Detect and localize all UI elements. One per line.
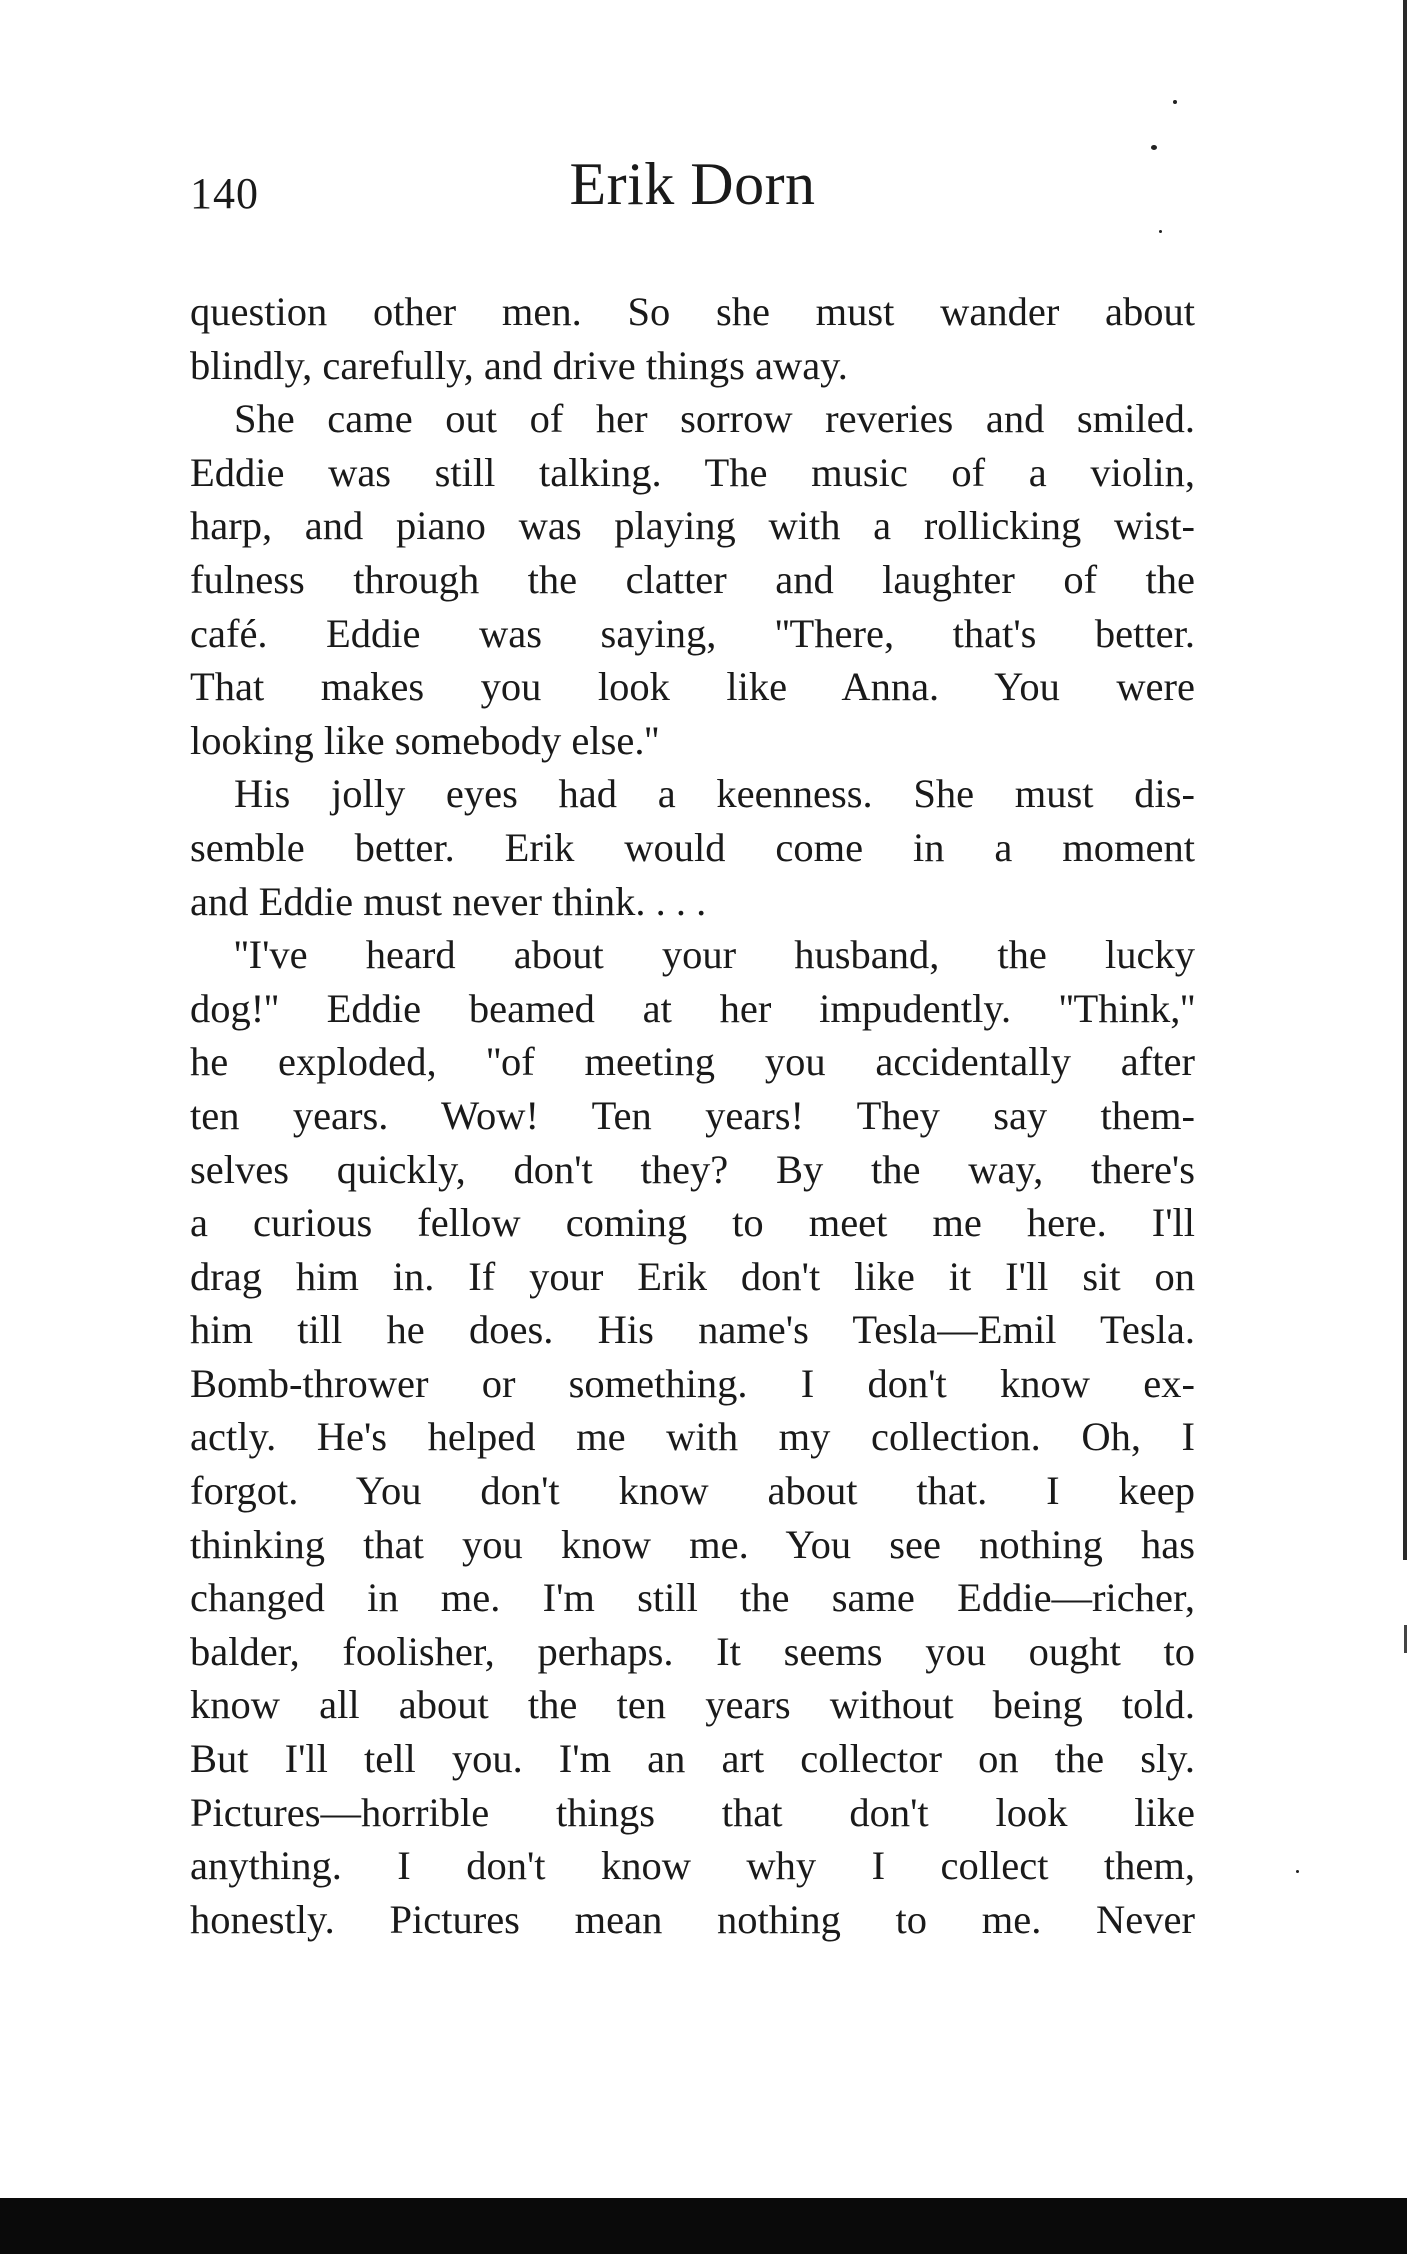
text-line: looking like somebody else.''	[190, 717, 660, 763]
text-line: anything. I don't know why I collect them,	[190, 1843, 1195, 1889]
scan-speck	[1296, 1870, 1299, 1873]
text-line: selves quickly, don't they? By the way, there's	[190, 1146, 1195, 1192]
text-line: actly. He's helped me with my collection. Oh, I	[190, 1414, 1195, 1460]
text-line: She came out of her sorrow reveries and smiled.	[234, 396, 1195, 442]
text-line: thinking that you know me. You see nothing has	[190, 1521, 1195, 1567]
scan-right-edge	[1403, 0, 1407, 1560]
scan-bottom-band	[0, 2198, 1407, 2254]
text-line: Bomb-thrower or something. I don't know ex-	[190, 1360, 1195, 1406]
text-line: he exploded, ''of meeting you accidentally after	[190, 1039, 1195, 1085]
text-line: café. Eddie was saying, ''There, that's better.	[190, 610, 1195, 656]
text-line: and Eddie must never think. . . .	[190, 878, 707, 924]
text-line: That makes you look like Anna. You were	[190, 664, 1195, 710]
text-line: him till he does. His name's Tesla—Emil Tesla.	[190, 1307, 1195, 1353]
text-line: harp, and piano was playing with a rollicking wist-	[190, 503, 1195, 549]
text-line: dog!'' Eddie beamed at her impudently. ''Think,''	[190, 985, 1195, 1031]
text-line: question other men. So she must wander about	[190, 289, 1195, 334]
text-line: drag him in. If your Erik don't like it I'll sit on	[190, 1253, 1195, 1299]
text-line: But I'll tell you. I'm an art collector on the sly.	[190, 1736, 1195, 1782]
text-line: His jolly eyes had a keenness. She must dis-	[234, 771, 1195, 817]
scan-speck	[1151, 145, 1157, 150]
running-head	[190, 150, 1195, 230]
text-line: Pictures—horrible things that don't look like	[190, 1789, 1195, 1835]
text-line: semble better. Erik would come in a moment	[190, 824, 1195, 870]
scan-speck	[1159, 230, 1162, 233]
book-title: Erik Dorn	[569, 151, 816, 217]
text-line: ten years. Wow! Ten years! They say them-	[190, 1092, 1195, 1138]
text-line: ''I've heard about your husband, the lucky	[234, 932, 1195, 978]
page-number: 140	[190, 169, 259, 218]
scan-speck	[1173, 100, 1177, 104]
text-line: changed in me. I'm still the same Eddie—richer,	[190, 1575, 1195, 1621]
text-line: Eddie was still talking. The music of a violin,	[190, 449, 1195, 495]
text-line: honestly. Pictures mean nothing to me. Never	[190, 1896, 1195, 1942]
text-line: a curious fellow coming to meet me here. I'll	[190, 1200, 1195, 1246]
text-line: know all about the ten years without being told.	[190, 1682, 1195, 1728]
text-line: blindly, carefully, and drive things away.	[190, 342, 848, 388]
text-line: fulness through the clatter and laughter of the	[190, 556, 1195, 602]
body-text	[190, 285, 1195, 1946]
text-line: forgot. You don't know about that. I keep	[190, 1468, 1195, 1514]
text-line: balder, foolisher, perhaps. It seems you ought to	[190, 1628, 1195, 1674]
